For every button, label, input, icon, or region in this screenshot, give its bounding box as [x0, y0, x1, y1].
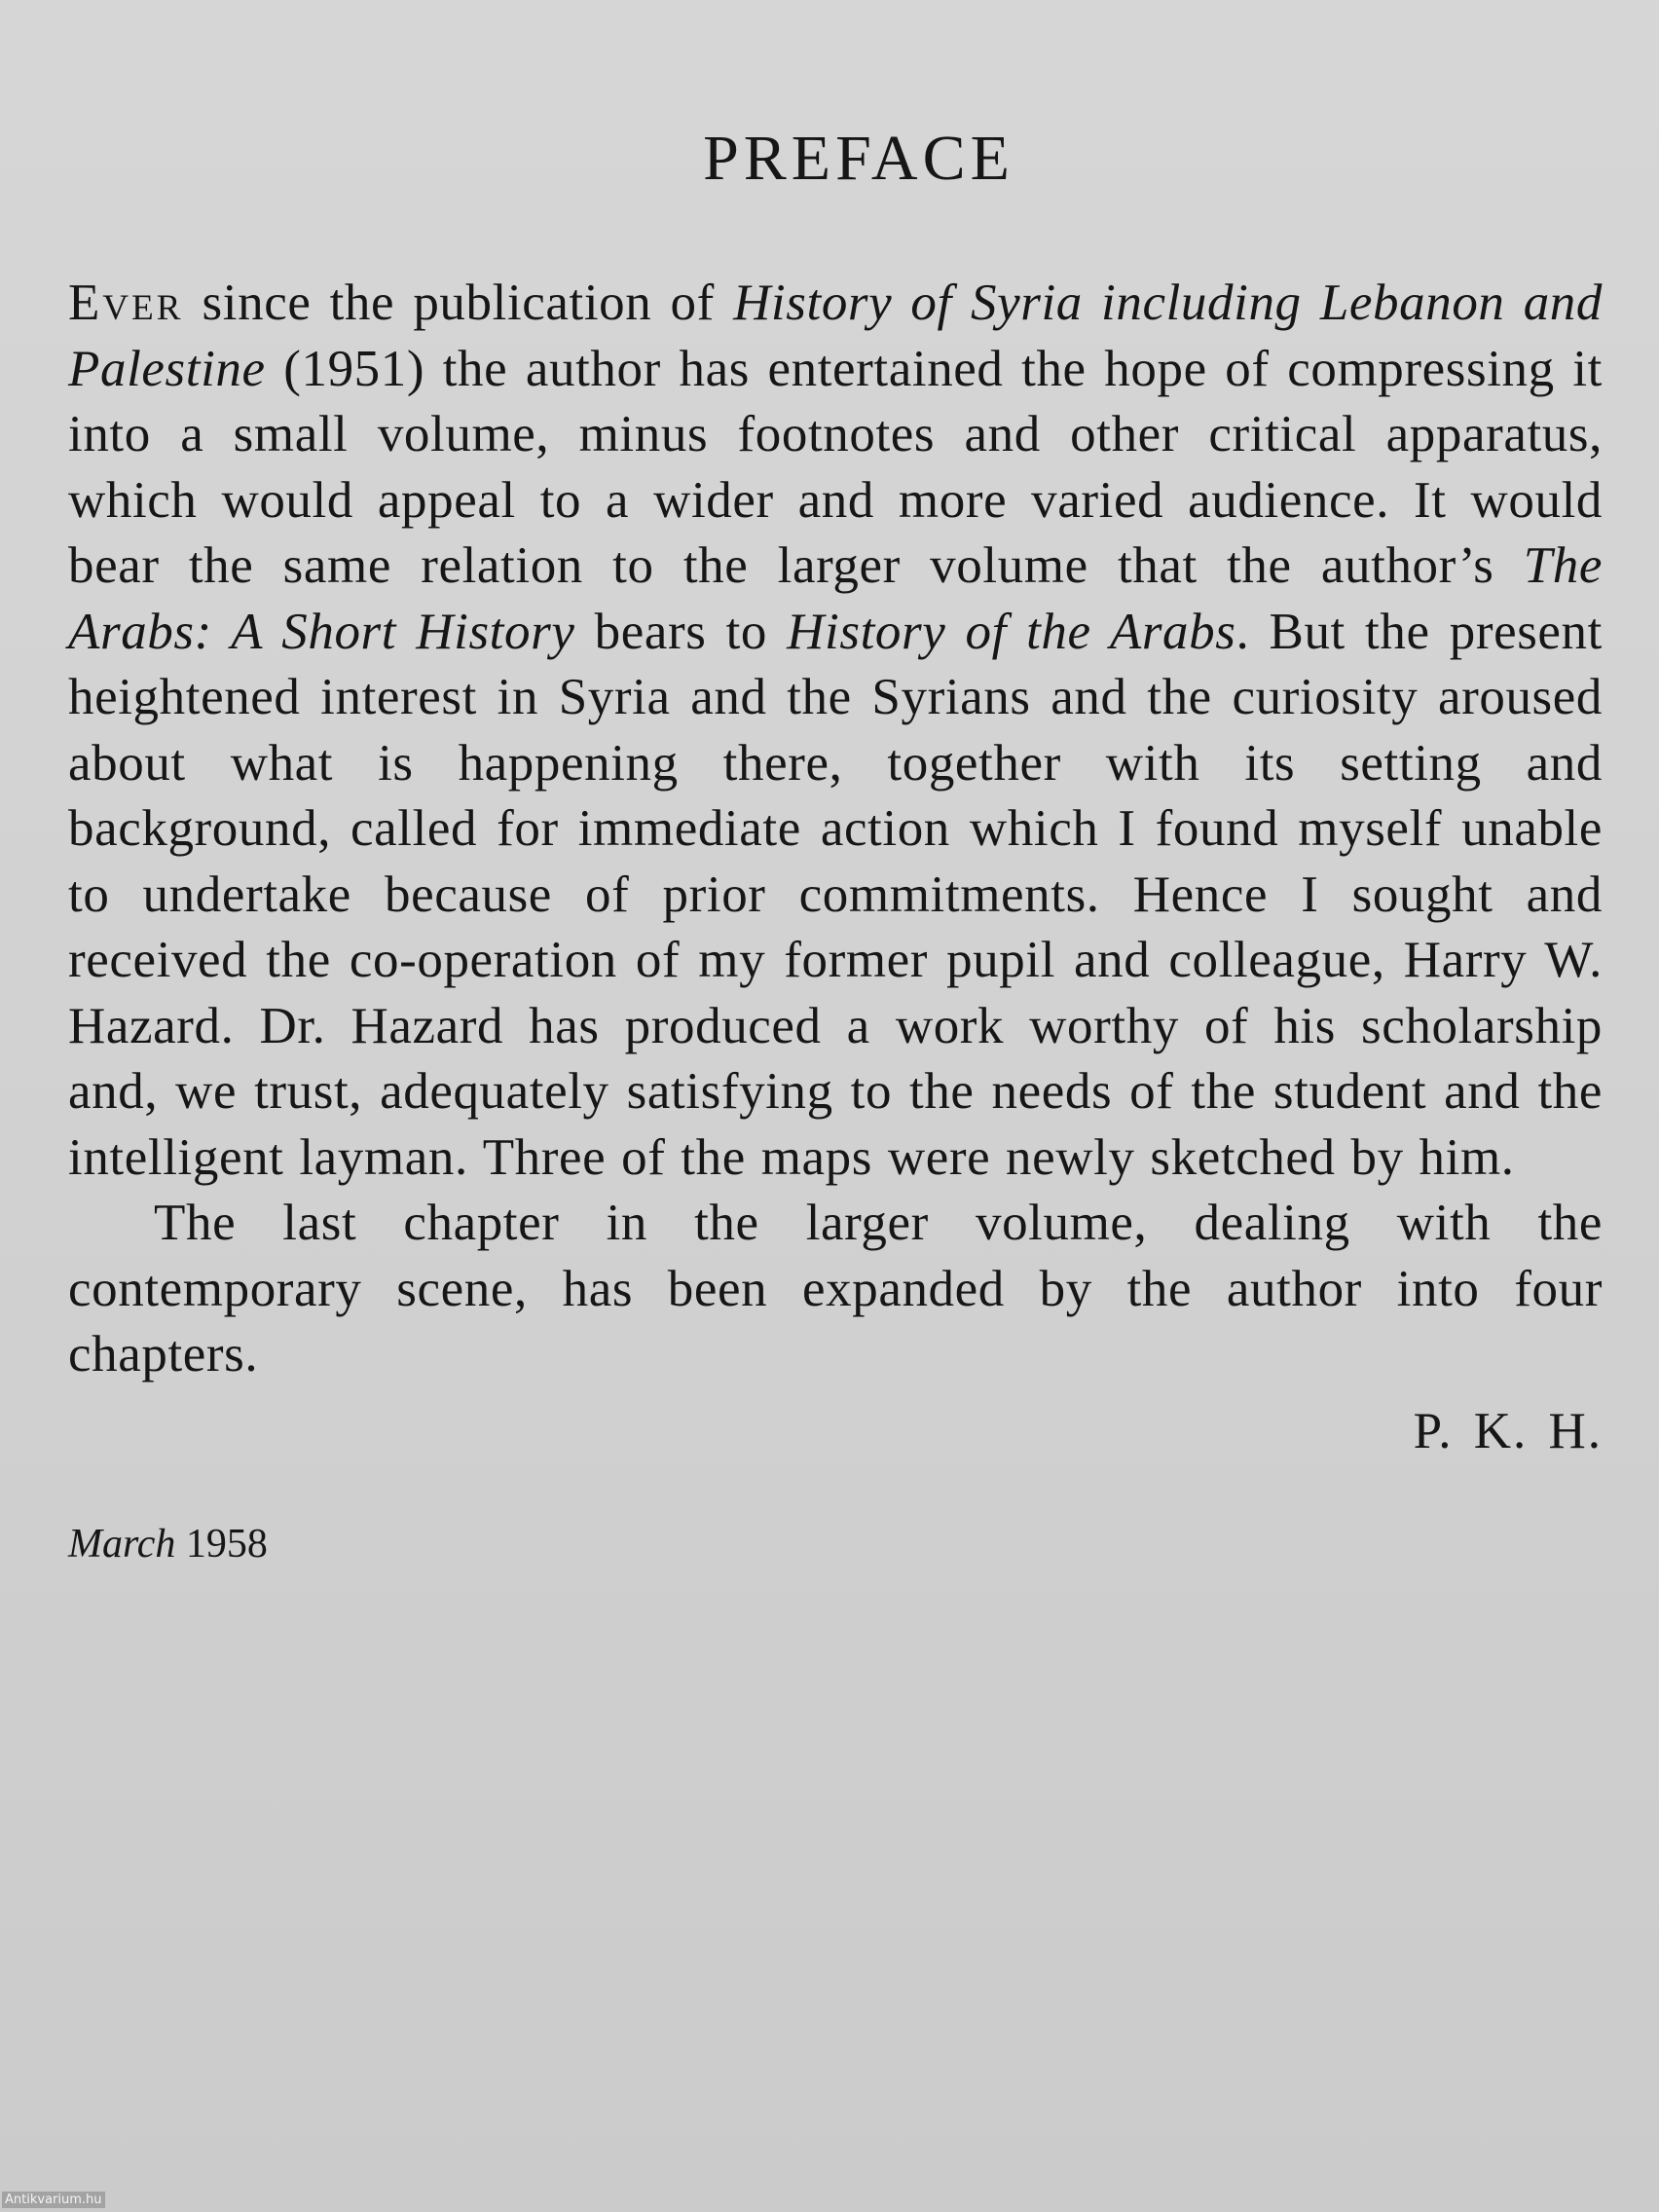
preface-paragraph-2: The last chapter in the larger volume, dealing with the contemporary scene, has been expanded by the author into four chapters.: [68, 1195, 1603, 1382]
book-title-history-of-syria: History of Syria including Lebanon and Palestine: [68, 275, 1603, 397]
text-run: (1951) the author has entertained the hope of compressing it into a small volume, minus footnotes and other critical apparatus, which would appeal to a wider and more varied audience. It would bear the same relation to the larger volume that the author’s: [68, 340, 1603, 594]
text-run: bears to: [574, 603, 788, 660]
author-initials: P. K. H.: [1413, 1402, 1603, 1459]
date-month: March: [68, 1521, 176, 1567]
text-run: . But the present heightened interest in Syria and the Syrians and the curiosity aroused about what is happening there, together with its setting and background, called for immediate action which I found myself unable to undertake because of prior commitments. Hence I sought and received the co-operation of my former pupil and colleague, Harry W. Hazard. Dr. Hazard has produced a work worthy of his scholarship and, we trust, adequately satisfying to the needs of the student and the intelligent layman. Three of the maps were newly sketched by him.: [68, 603, 1603, 1186]
preface-paragraph-1: [68, 271, 1603, 1191]
date-year: 1958: [185, 1521, 268, 1567]
text-run: since the publication of: [183, 275, 734, 331]
preface-page: [68, 123, 1603, 1567]
book-title-history-of-the-arabs: History of the Arabs: [787, 603, 1236, 660]
preface-date: [68, 1521, 1603, 1567]
lead-word: Ever: [68, 275, 184, 331]
page-title: PREFACE: [703, 123, 1014, 194]
watermark: Antikvarium.hu: [2, 2192, 105, 2208]
book-title-the-arabs-short-history: The Arabs: A Short History: [68, 537, 1603, 660]
